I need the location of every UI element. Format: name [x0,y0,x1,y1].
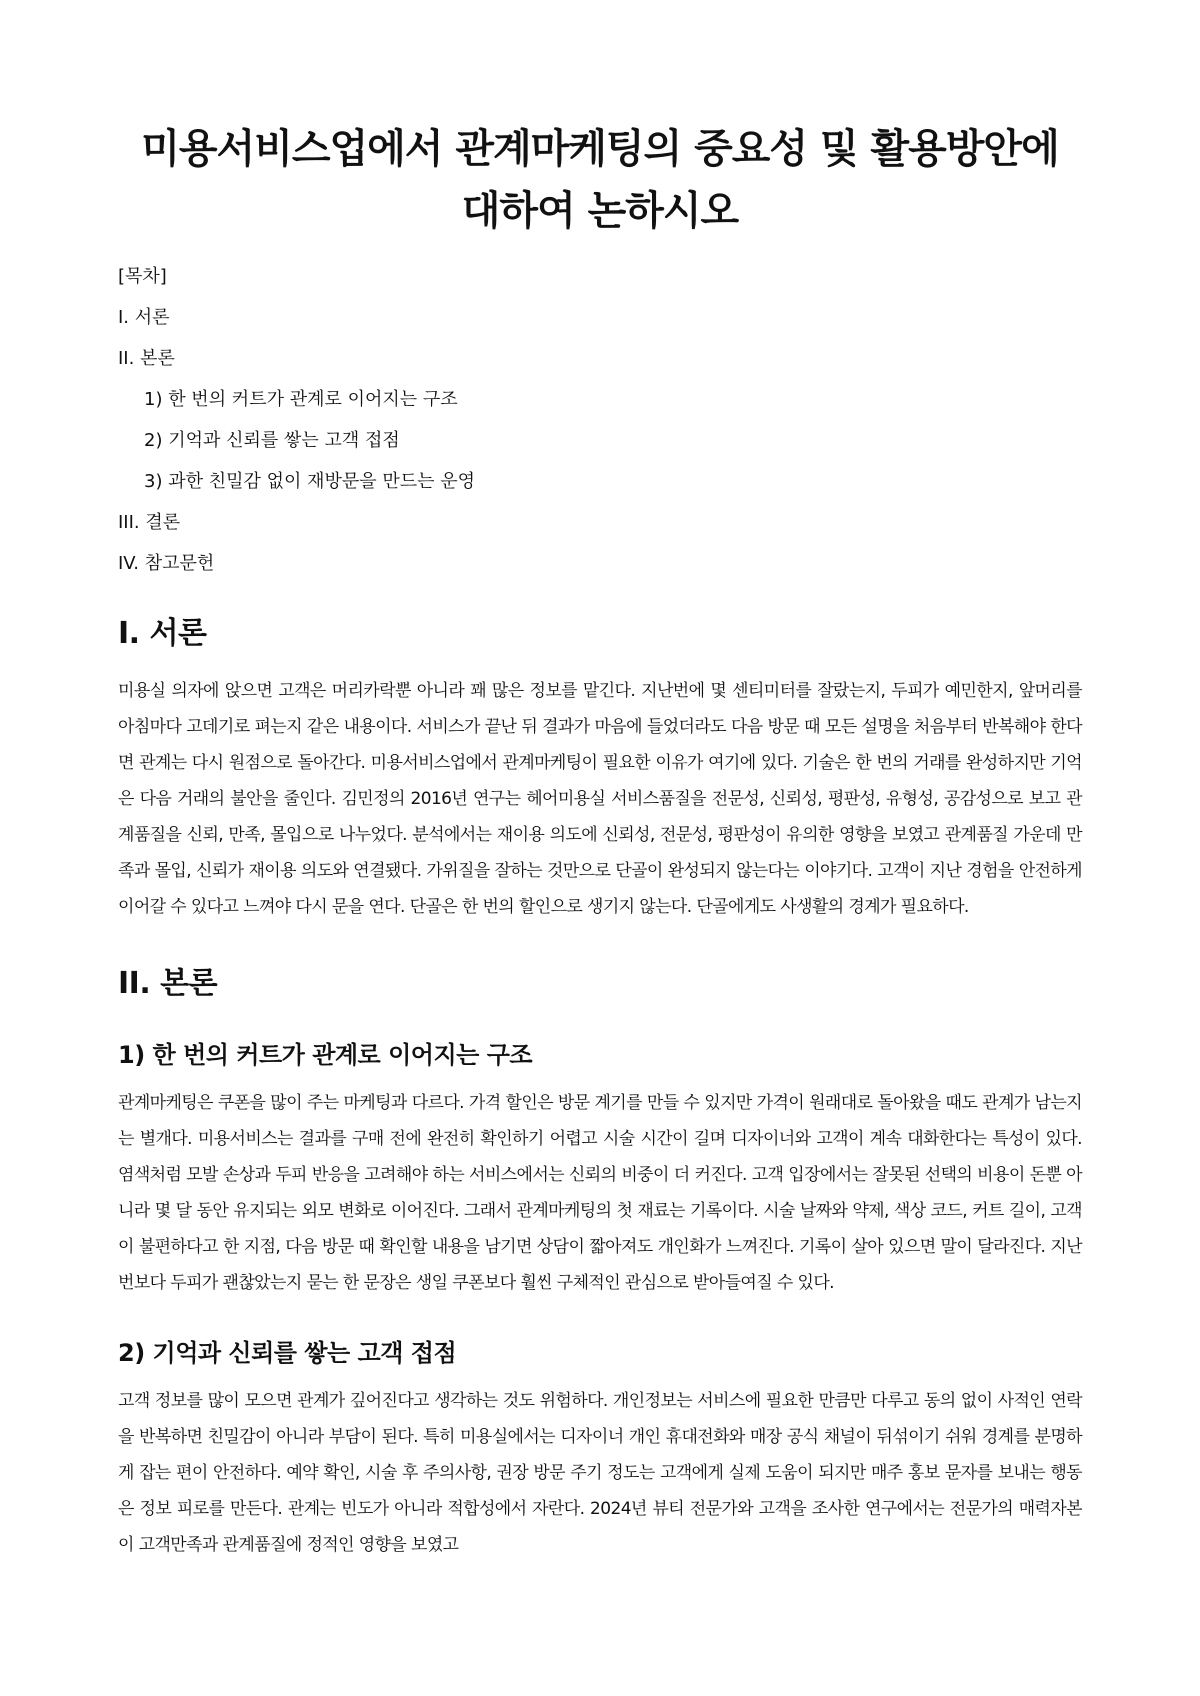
subsection-2-paragraph: 고객 정보를 많이 모으면 관계가 깊어진다고 생각하는 것도 위험하다. 개인정보는 서비스에 필요한 만큼만 다루고 동의 없이 사적인 연락을 반복하면 친밀감이 아니라 부담이 된다. 특히 미용실에서는 디자이너 개인 휴대전화와 매장 공식 채널이 뒤섞이기 쉬워 경계를 분명하게 잡는 편이 안전하다. 예약 확인, 시술 후 주의사항, 권장 방문 주기 정도는 고객에게 실제 도움이 되지만 매주 홍보 문자를 보내는 행동은 정보 피로를 만든다. 관계는 빈도가 아니라 적합성에서 자란다. 2024년 뷰티 전문가와 고객을 조사한 연구에서는 전문가의 매력자본이 고객만족과 관계품질에 정적인 영향을 보였고 [118,1391,1082,1555]
toc-item: 1) 한 번의 커트가 관계로 이어지는 구조 [144,389,458,410]
toc-item: IV. 참고문헌 [118,553,215,574]
toc-item: I. 서론 [118,307,170,328]
table-of-contents [118,266,1082,575]
section-heading-intro: I. 서론 [118,616,207,651]
subsection-1-paragraph: 관계마케팅은 쿠폰을 많이 주는 마케팅과 다르다. 가격 할인은 방문 계기를 만들 수 있지만 가격이 원래대로 돌아왔을 때도 관계가 남는지는 별개다. 미용서비스는 결과를 구매 전에 완전히 확인하기 어렵고 시술 시간이 길며 디자이너와 고객이 계속 대화한다는 특성이 있다. 염색처럼 모발 손상과 두피 반응을 고려해야 하는 서비스에서는 신뢰의 비중이 더 커진다. 고객 입장에서는 잘못된 선택의 비용이 돈뿐 아니라 몇 달 동안 유지되는 외모 변화로 이어진다. 그래서 관계마케팅의 첫 재료는 기록이다. 시술 날짜와 약제, 색상 코드, 커트 길이, 고객이 불편하다고 한 지점, 다음 방문 때 확인할 내용을 남기면 상담이 짧아져도 개인화가 느껴진다. 기록이 살아 있으면 말이 달라진다. 지난번보다 두피가 괜찮았는지 묻는 한 문장은 생일 쿠폰보다 훨씬 구체적인 관심으로 받아들여질 수 있다. [118,1093,1082,1293]
toc-item: III. 결론 [118,512,181,533]
section-heading-body: II. 본론 [118,966,218,1001]
toc-item: II. 본론 [118,348,175,369]
intro-paragraph: 미용실 의자에 앉으면 고객은 머리카락뿐 아니라 꽤 많은 정보를 맡긴다. 지난번에 몇 센티미터를 잘랐는지, 두피가 예민한지, 앞머리를 아침마다 고데기로 펴는지 같은 내용이다. 서비스가 끝난 뒤 결과가 마음에 들었더라도 다음 방문 때 모든 설명을 처음부터 반복해야 한다면 관계는 다시 원점으로 돌아간다. 미용서비스업에서 관계마케팅이 필요한 이유가 여기에 있다. 기술은 한 번의 거래를 완성하지만 기억은 다음 거래의 불안을 줄인다. 김민정의 2016년 연구는 헤어미용실 서비스품질을 전문성, 신뢰성, 평판성, 유형성, 공감성으로 보고 관계품질을 신뢰, 만족, 몰입으로 나누었다. 분석에서는 재이용 의도에 신뢰성, 전문성, 평판성이 유의한 영향을 보였고 관계품질 가운데 만족과 몰입, 신뢰가 재이용 의도와 연결됐다. 가위질을 잘하는 것만으로 단골이 완성되지 않는다는 이야기다. 고객이 지난 경험을 안전하게 이어갈 수 있다고 느껴야 다시 문을 연다. 단골은 한 번의 할인으로 생기지 않는다. 단골에게도 사생활의 경계가 필요하다. [118,681,1082,917]
toc-heading: [목차] [118,266,167,287]
toc-item: 3) 과한 친밀감 없이 재방문을 만드는 운영 [144,471,476,492]
subsection-heading-1: 1) 한 번의 커트가 관계로 이어지는 구조 [118,1041,533,1069]
document-title: 미용서비스업에서 관계마케팅의 중요성 및 활용방안에 대하여 논하시오 [141,126,1059,234]
toc-item: 2) 기억과 신뢰를 쌓는 고객 접점 [144,430,400,451]
subsection-heading-2: 2) 기억과 신뢰를 쌓는 고객 접점 [118,1339,457,1367]
